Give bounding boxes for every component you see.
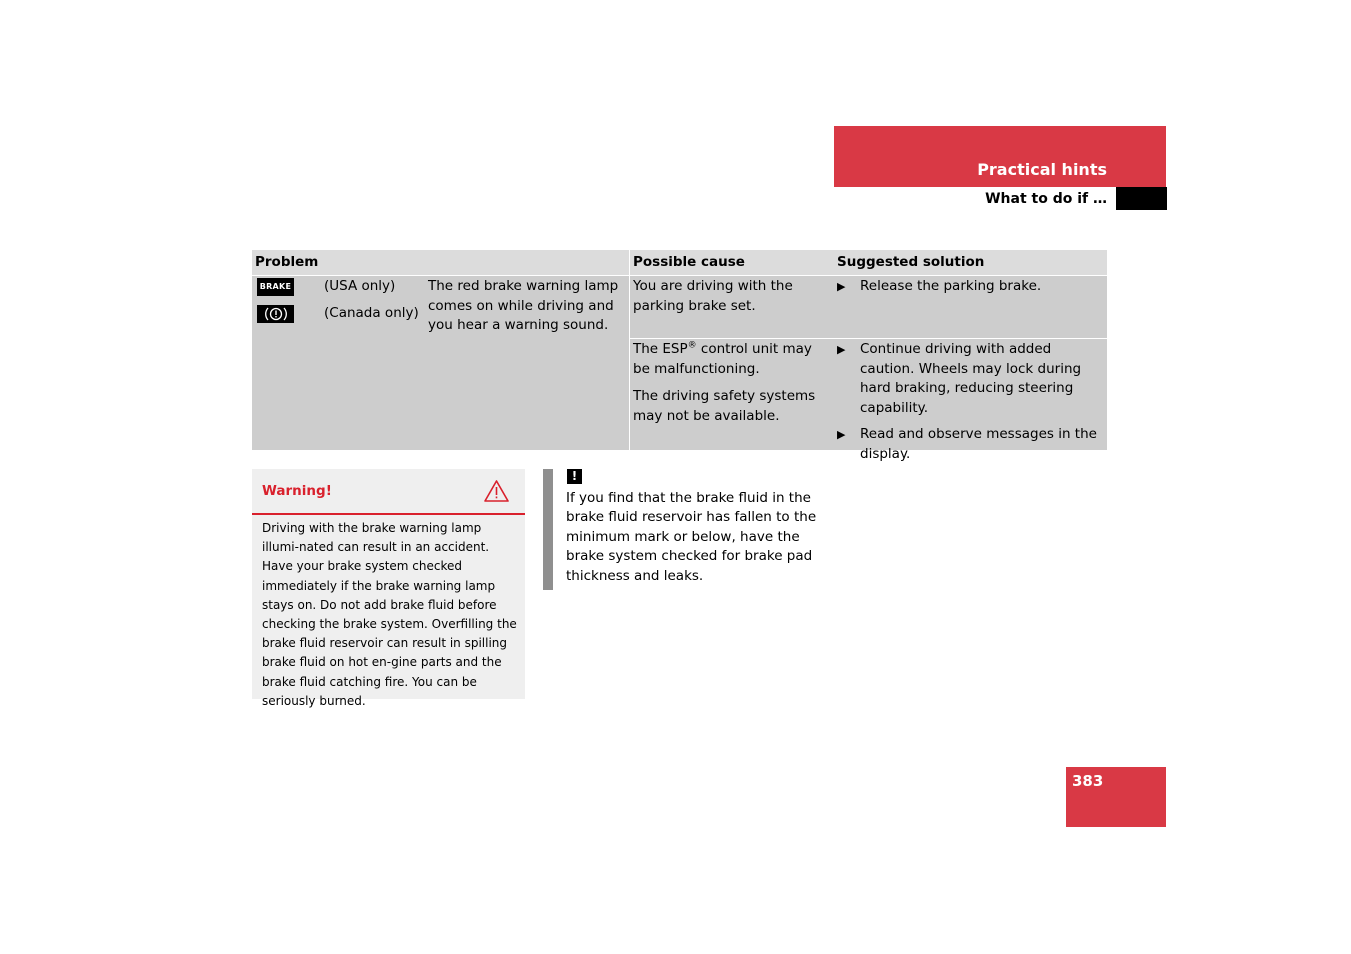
canada-brake-lamp-icon [257,305,294,323]
list-item: ▶ Release the parking brake. [834,277,1107,297]
header-black-tab [1116,187,1167,210]
arrow-right-icon: ▶ [837,428,846,441]
list-item: ▶ Continue driving with added caution. Wheels may lock during hard braking, reducing steering capability. [837,341,1082,416]
warning-divider [252,513,525,515]
note-text: If you find that the brake fluid in the brake fluid reservoir has fallen to the minimum mark or below, have the brake system checked for brake pad thickness and leaks. [566,490,817,584]
header-cause: Possible cause [630,250,834,275]
arrow-right-icon: ▶ [837,280,846,293]
warning-triangle-icon [483,479,510,503]
troubleshooting-table [252,250,1107,462]
header-problem: Problem [252,250,629,275]
header-solution: Suggested solution [834,250,1107,275]
warning-body: Driving with the brake warning lamp illumi-nated can result in an accident. Have your brake system checked immediately if the brake warning lamp stays on. Do not add brake fluid before checking the brake system. Overfilling the brake fluid reservoir can result in spilling brake fluid on hot en-gine parts and the brake fluid catching fire. You can be seriously burned. [262,521,517,708]
problem-cell [252,276,629,450]
cause-row1: You are driving with the parking brake set. [630,276,834,338]
page-number: 383 [1072,772,1104,790]
list-item: ▶ Read and observe messages in the display. [837,426,1097,462]
arrow-right-icon: ▶ [837,343,846,356]
warning-box [252,469,525,708]
cause-safety: The driving safety systems may not be available. [633,388,816,424]
warning-title: Warning! [262,483,332,499]
circle-exclamation-icon [261,306,291,322]
cause-row2 [630,339,834,450]
canada-label: (Canada only) [324,305,419,321]
cause-esp: The ESP® control unit may be malfunctioning. [633,340,812,377]
problem-text: The red brake warning lamp comes on while driving and you hear a warning sound. [428,278,619,333]
solution-row2 [834,339,1107,462]
section-title: Practical hints [977,160,1107,179]
brake-lamp-icon: BRAKE [257,278,294,296]
subsection-title: What to do if … [985,191,1107,207]
exclamation-icon: ! [567,469,582,484]
solution-row1 [834,276,1107,338]
note-bar [543,469,553,590]
usa-label: (USA only) [324,278,396,294]
